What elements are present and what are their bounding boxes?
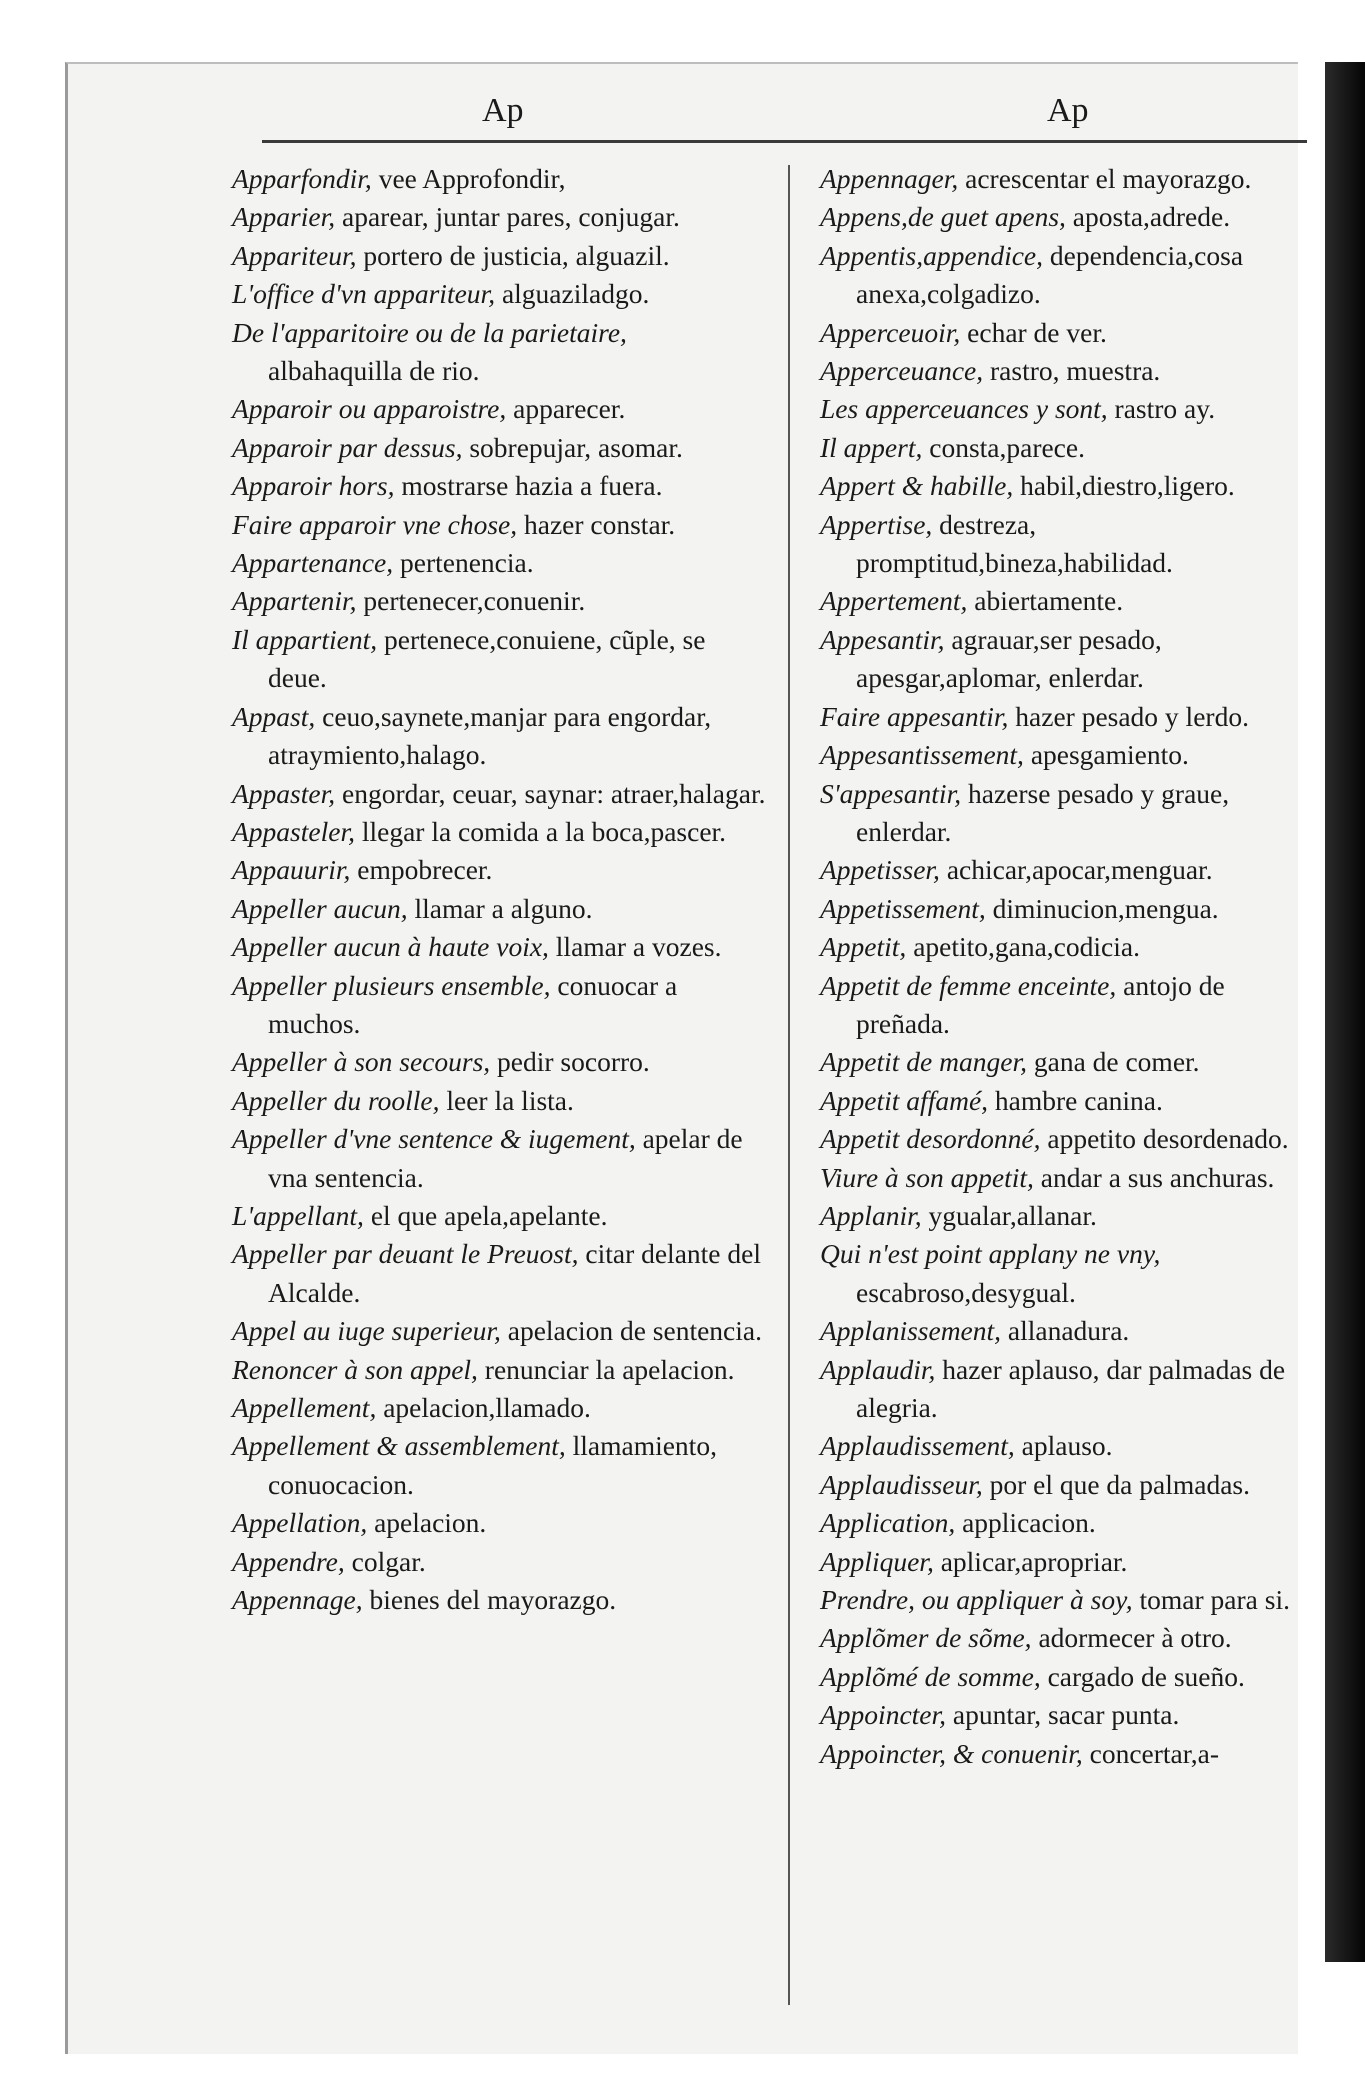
headword: Appel au iuge superieur, — [232, 1315, 501, 1347]
right-column — [820, 160, 1308, 1773]
definition: renunciar la apelacion. — [477, 1353, 735, 1385]
headword: Appeller aucun à haute voix, — [232, 931, 549, 963]
column-divider — [788, 165, 790, 2005]
dictionary-entry — [232, 429, 767, 467]
dictionary-entry — [820, 890, 1308, 928]
dictionary-entry — [820, 775, 1308, 852]
headword: Applaudir, — [820, 1353, 936, 1385]
headword: Les apperceuances y sont, — [820, 393, 1108, 425]
headword: Applanir, — [820, 1199, 922, 1231]
definition: antojo de preñada. — [856, 969, 1225, 1039]
headword: Appetit desordonné, — [820, 1123, 1041, 1155]
definition: llamamiento, conuocacion. — [268, 1430, 717, 1500]
dictionary-entry — [232, 390, 767, 428]
headword: Appeller plusieurs ensemble, — [232, 969, 551, 1001]
definition: aplauso. — [1014, 1430, 1113, 1462]
headword: L'appellant, — [232, 1199, 364, 1231]
headword: Applaudisseur, — [820, 1468, 983, 1500]
headword: S'appesantir, — [820, 777, 962, 809]
definition: apelacion. — [367, 1507, 487, 1539]
dictionary-entry — [232, 275, 767, 313]
headword: Appoincter, & conuenir, — [820, 1737, 1083, 1769]
dictionary-entry — [820, 314, 1308, 352]
definition: dependencia,cosa anexa,colgadizo. — [856, 239, 1244, 310]
dictionary-entry — [820, 928, 1308, 966]
headword: Appoincter, — [820, 1699, 947, 1731]
definition: mostrarse hazia a fuera. — [394, 470, 663, 502]
headword: Appeller à son secours, — [232, 1046, 491, 1078]
definition: concertar,a- — [1082, 1737, 1220, 1769]
dictionary-entry — [820, 582, 1308, 620]
headword: Apparier, — [232, 201, 336, 233]
definition: pertenece,conuiene, cũple, se deue. — [268, 623, 706, 694]
definition: applicacion. — [955, 1507, 1096, 1539]
definition: pedir socorro. — [490, 1046, 650, 1078]
dictionary-entry — [820, 237, 1308, 314]
header-rule — [262, 140, 1307, 143]
definition: achicar,apocar,menguar. — [939, 854, 1213, 886]
definition: destreza, promptitud,bineza,habilidad. — [856, 508, 1173, 579]
definition: apparecer. — [506, 393, 626, 425]
dictionary-entry — [232, 967, 767, 1044]
definition: rastro, muestra. — [983, 355, 1161, 387]
dictionary-entry — [232, 813, 767, 851]
headword: Appeller d'vne sentence & iugement, — [232, 1123, 636, 1155]
definition: apelacion,llamado. — [376, 1392, 591, 1423]
dictionary-entry — [820, 1735, 1308, 1773]
definition: portero de justicia, alguazil. — [356, 239, 670, 271]
definition: por el que da palmadas. — [982, 1468, 1250, 1500]
definition: abiertamente. — [967, 585, 1124, 617]
headword: Appellement, — [232, 1392, 377, 1423]
dictionary-entry — [232, 198, 767, 236]
definition: ygualar,allanar. — [921, 1199, 1097, 1231]
dictionary-entry — [820, 390, 1308, 428]
headword: Renoncer à son appel, — [232, 1353, 478, 1385]
definition: aposta,adrede. — [1065, 201, 1231, 233]
headword: Appartenance, — [232, 547, 394, 579]
dictionary-entry — [820, 1043, 1308, 1081]
definition: appetito desordenado. — [1040, 1123, 1289, 1155]
dictionary-entry — [232, 506, 767, 544]
left-running-head: Ap — [482, 92, 524, 129]
definition: escabroso,desygual. — [856, 1276, 1076, 1308]
definition: allanadura. — [1001, 1315, 1130, 1347]
dictionary-entry — [820, 1197, 1308, 1235]
dictionary-entry — [820, 506, 1308, 583]
headword: Il appert, — [820, 431, 923, 463]
dictionary-entry — [232, 1351, 767, 1389]
dictionary-entry — [232, 237, 767, 275]
dictionary-entry — [232, 1235, 767, 1312]
dictionary-entry — [232, 1082, 767, 1120]
definition: echar de ver. — [960, 316, 1107, 348]
headword: L'office d'vn appariteur, — [232, 278, 496, 310]
dictionary-entry — [232, 582, 767, 620]
dictionary-entry — [820, 1312, 1308, 1350]
dictionary-entry — [232, 160, 767, 198]
headword: Appeller du roolle, — [232, 1084, 440, 1116]
definition: hazer aplauso, dar palmadas de alegria. — [856, 1353, 1286, 1423]
dictionary-entry — [232, 928, 767, 966]
definition: sobrepujar, asomar. — [462, 431, 683, 463]
dictionary-entry — [820, 1658, 1308, 1696]
headword: Appennager, — [820, 163, 959, 194]
definition: tomar para si. — [1132, 1584, 1290, 1616]
headword: Apperceuoir, — [820, 316, 961, 348]
dictionary-entry — [820, 1427, 1308, 1465]
definition: engordar, ceuar, saynar: atraer,halagar. — [335, 777, 766, 809]
definition: apelar de vna sentencia. — [268, 1123, 743, 1193]
headword: Appast, — [232, 700, 316, 732]
headword: Appellement & assemblement, — [232, 1430, 566, 1462]
definition: apelacion de sentencia. — [500, 1315, 762, 1347]
dictionary-entry — [232, 698, 767, 775]
definition: andar a sus anchuras. — [1033, 1161, 1275, 1193]
scan-edge — [1325, 62, 1365, 1962]
dictionary-entry — [820, 198, 1308, 236]
headword: Appesantissement, — [820, 739, 1024, 771]
headword: Il appartient, — [232, 623, 378, 655]
dictionary-entry — [232, 544, 767, 582]
headword: Apparoir par dessus, — [232, 431, 463, 463]
headword: Appertise, — [820, 508, 933, 540]
headword: Appeller aucun, — [232, 892, 408, 924]
definition: consta,parece. — [922, 431, 1085, 463]
dictionary-entry — [232, 1543, 767, 1581]
headword: Application, — [820, 1507, 956, 1539]
dictionary-entry — [820, 1351, 1308, 1428]
headword: Applanissement, — [820, 1315, 1002, 1347]
dictionary-entry — [820, 698, 1308, 736]
dictionary-entry — [820, 736, 1308, 774]
dictionary-entry — [820, 1159, 1308, 1197]
headword: Apparfondir, — [232, 163, 372, 194]
definition: albahaquilla de rio. — [268, 355, 480, 387]
headword: Appetit de manger, — [820, 1046, 1027, 1078]
headword: Appariteur, — [232, 239, 357, 271]
headword: Appasteler, — [232, 815, 355, 847]
dictionary-entry — [820, 352, 1308, 390]
dictionary-entry — [232, 1504, 767, 1542]
definition: cargado de sueño. — [1040, 1660, 1245, 1692]
definition: leer la lista. — [439, 1084, 574, 1116]
definition: hambre canina. — [988, 1084, 1163, 1116]
dictionary-entry — [820, 967, 1308, 1044]
definition: aplicar,apropriar. — [933, 1545, 1128, 1577]
dictionary-entry — [820, 160, 1308, 198]
headword: Apparoir ou apparoistre, — [232, 393, 507, 425]
headword: Applõmer de sõme, — [820, 1622, 1032, 1654]
dictionary-entry — [820, 1466, 1308, 1504]
headword: Appliquer, — [820, 1545, 934, 1577]
definition: hazerse pesado y graue, enlerdar. — [856, 777, 1230, 847]
definition: pertenencia. — [393, 547, 534, 579]
dictionary-entry — [820, 1619, 1308, 1657]
definition: adormecer à otro. — [1031, 1622, 1232, 1654]
dictionary-entry — [820, 1504, 1308, 1542]
definition: diminucion,mengua. — [985, 892, 1219, 924]
dictionary-entry — [820, 621, 1308, 698]
headword: Appentis,appendice, — [820, 239, 1043, 271]
headword: De l'apparitoire ou de la parietaire, — [232, 316, 627, 348]
definition: llegar la comida a la boca,pascer. — [354, 815, 727, 847]
dictionary-entry — [232, 1389, 767, 1427]
definition: llamar a vozes. — [548, 931, 722, 963]
headword: Appartenir, — [232, 585, 357, 617]
headword: Appellation, — [232, 1507, 368, 1539]
dictionary-entry — [232, 621, 767, 698]
dictionary-entry — [820, 1696, 1308, 1734]
dictionary-entry — [232, 1197, 767, 1235]
definition: apuntar, sacar punta. — [946, 1699, 1180, 1731]
headword: Appertement, — [820, 585, 968, 617]
dictionary-entry — [820, 467, 1308, 505]
dictionary-entry — [820, 1543, 1308, 1581]
headword: Faire apparoir vne chose, — [232, 508, 518, 540]
headword: Appeller par deuant le Preuost, — [232, 1238, 579, 1270]
headword: Applaudissement, — [820, 1430, 1015, 1462]
definition: aparear, juntar pares, conjugar. — [335, 201, 680, 233]
definition: el que apela,apelante. — [363, 1199, 608, 1231]
left-column — [232, 160, 767, 1619]
headword: Appendre, — [232, 1545, 345, 1577]
headword: Apperceuance, — [820, 355, 984, 387]
headword: Appauurir, — [232, 854, 351, 886]
headword: Appennage, — [232, 1584, 363, 1616]
dictionary-entry — [232, 314, 767, 391]
dictionary-entry — [232, 1312, 767, 1350]
dictionary-entry — [820, 1581, 1308, 1619]
dictionary-entry — [232, 851, 767, 889]
headword: Viure à son appetit, — [820, 1161, 1034, 1193]
definition: gana de comer. — [1026, 1046, 1200, 1078]
definition: agrauar,ser pesado, apesgar,aplomar, enlerdar. — [856, 623, 1162, 694]
definition: rastro ay. — [1107, 393, 1216, 425]
definition: hazer pesado y lerdo. — [1008, 700, 1249, 732]
right-running-head: Ap — [1047, 92, 1089, 129]
definition: apetito,gana,codicia. — [906, 931, 1140, 963]
dictionary-entry — [820, 1235, 1308, 1312]
headword: Prendre, ou appliquer à soy, — [820, 1584, 1133, 1616]
definition: citar delante del Alcalde. — [268, 1238, 761, 1308]
definition: llamar a alguno. — [407, 892, 593, 924]
dictionary-entry — [820, 429, 1308, 467]
definition: colgar. — [344, 1545, 426, 1577]
headword: Applõmé de somme, — [820, 1660, 1041, 1692]
dictionary-entry — [820, 1082, 1308, 1120]
headword: Qui n'est point applany ne vny, — [820, 1238, 1161, 1270]
definition: empobrecer. — [350, 854, 493, 886]
dictionary-entry — [820, 1120, 1308, 1158]
definition: pertenecer,conuenir. — [356, 585, 586, 617]
headword: Appaster, — [232, 777, 336, 809]
dictionary-entry — [232, 1120, 767, 1197]
definition: alguaziladgo. — [495, 278, 650, 310]
dictionary-entry — [232, 775, 767, 813]
dictionary-entry — [232, 1581, 767, 1619]
headword: Faire appesantir, — [820, 700, 1009, 732]
definition: ceuo,saynete,manjar para engordar, atraymiento,halago. — [268, 700, 712, 771]
headword: Appetisser, — [820, 854, 940, 886]
headword: Appert & habille, — [820, 470, 1014, 502]
definition: hazer constar. — [517, 508, 676, 540]
headword: Apparoir hors, — [232, 470, 395, 502]
dictionary-entry — [232, 1043, 767, 1081]
dictionary-entry — [232, 467, 767, 505]
definition: conuocar a muchos. — [268, 969, 678, 1039]
headword: Appetit affamé, — [820, 1084, 989, 1116]
headword: Appesantir, — [820, 623, 945, 655]
headword: Appetit, — [820, 931, 907, 963]
definition: bienes del mayorazgo. — [362, 1584, 617, 1616]
definition: acrescentar el mayorazgo. — [958, 163, 1252, 194]
definition: apesgamiento. — [1023, 739, 1189, 771]
headword: Appetit de femme enceinte, — [820, 969, 1117, 1001]
dictionary-entry — [820, 851, 1308, 889]
definition: vee Approfondir, — [371, 163, 566, 194]
definition: habil,diestro,ligero. — [1013, 470, 1235, 502]
dictionary-entry — [232, 890, 767, 928]
headword: Appens,de guet apens, — [820, 201, 1066, 233]
headword: Appetissement, — [820, 892, 986, 924]
dictionary-entry — [232, 1427, 767, 1504]
